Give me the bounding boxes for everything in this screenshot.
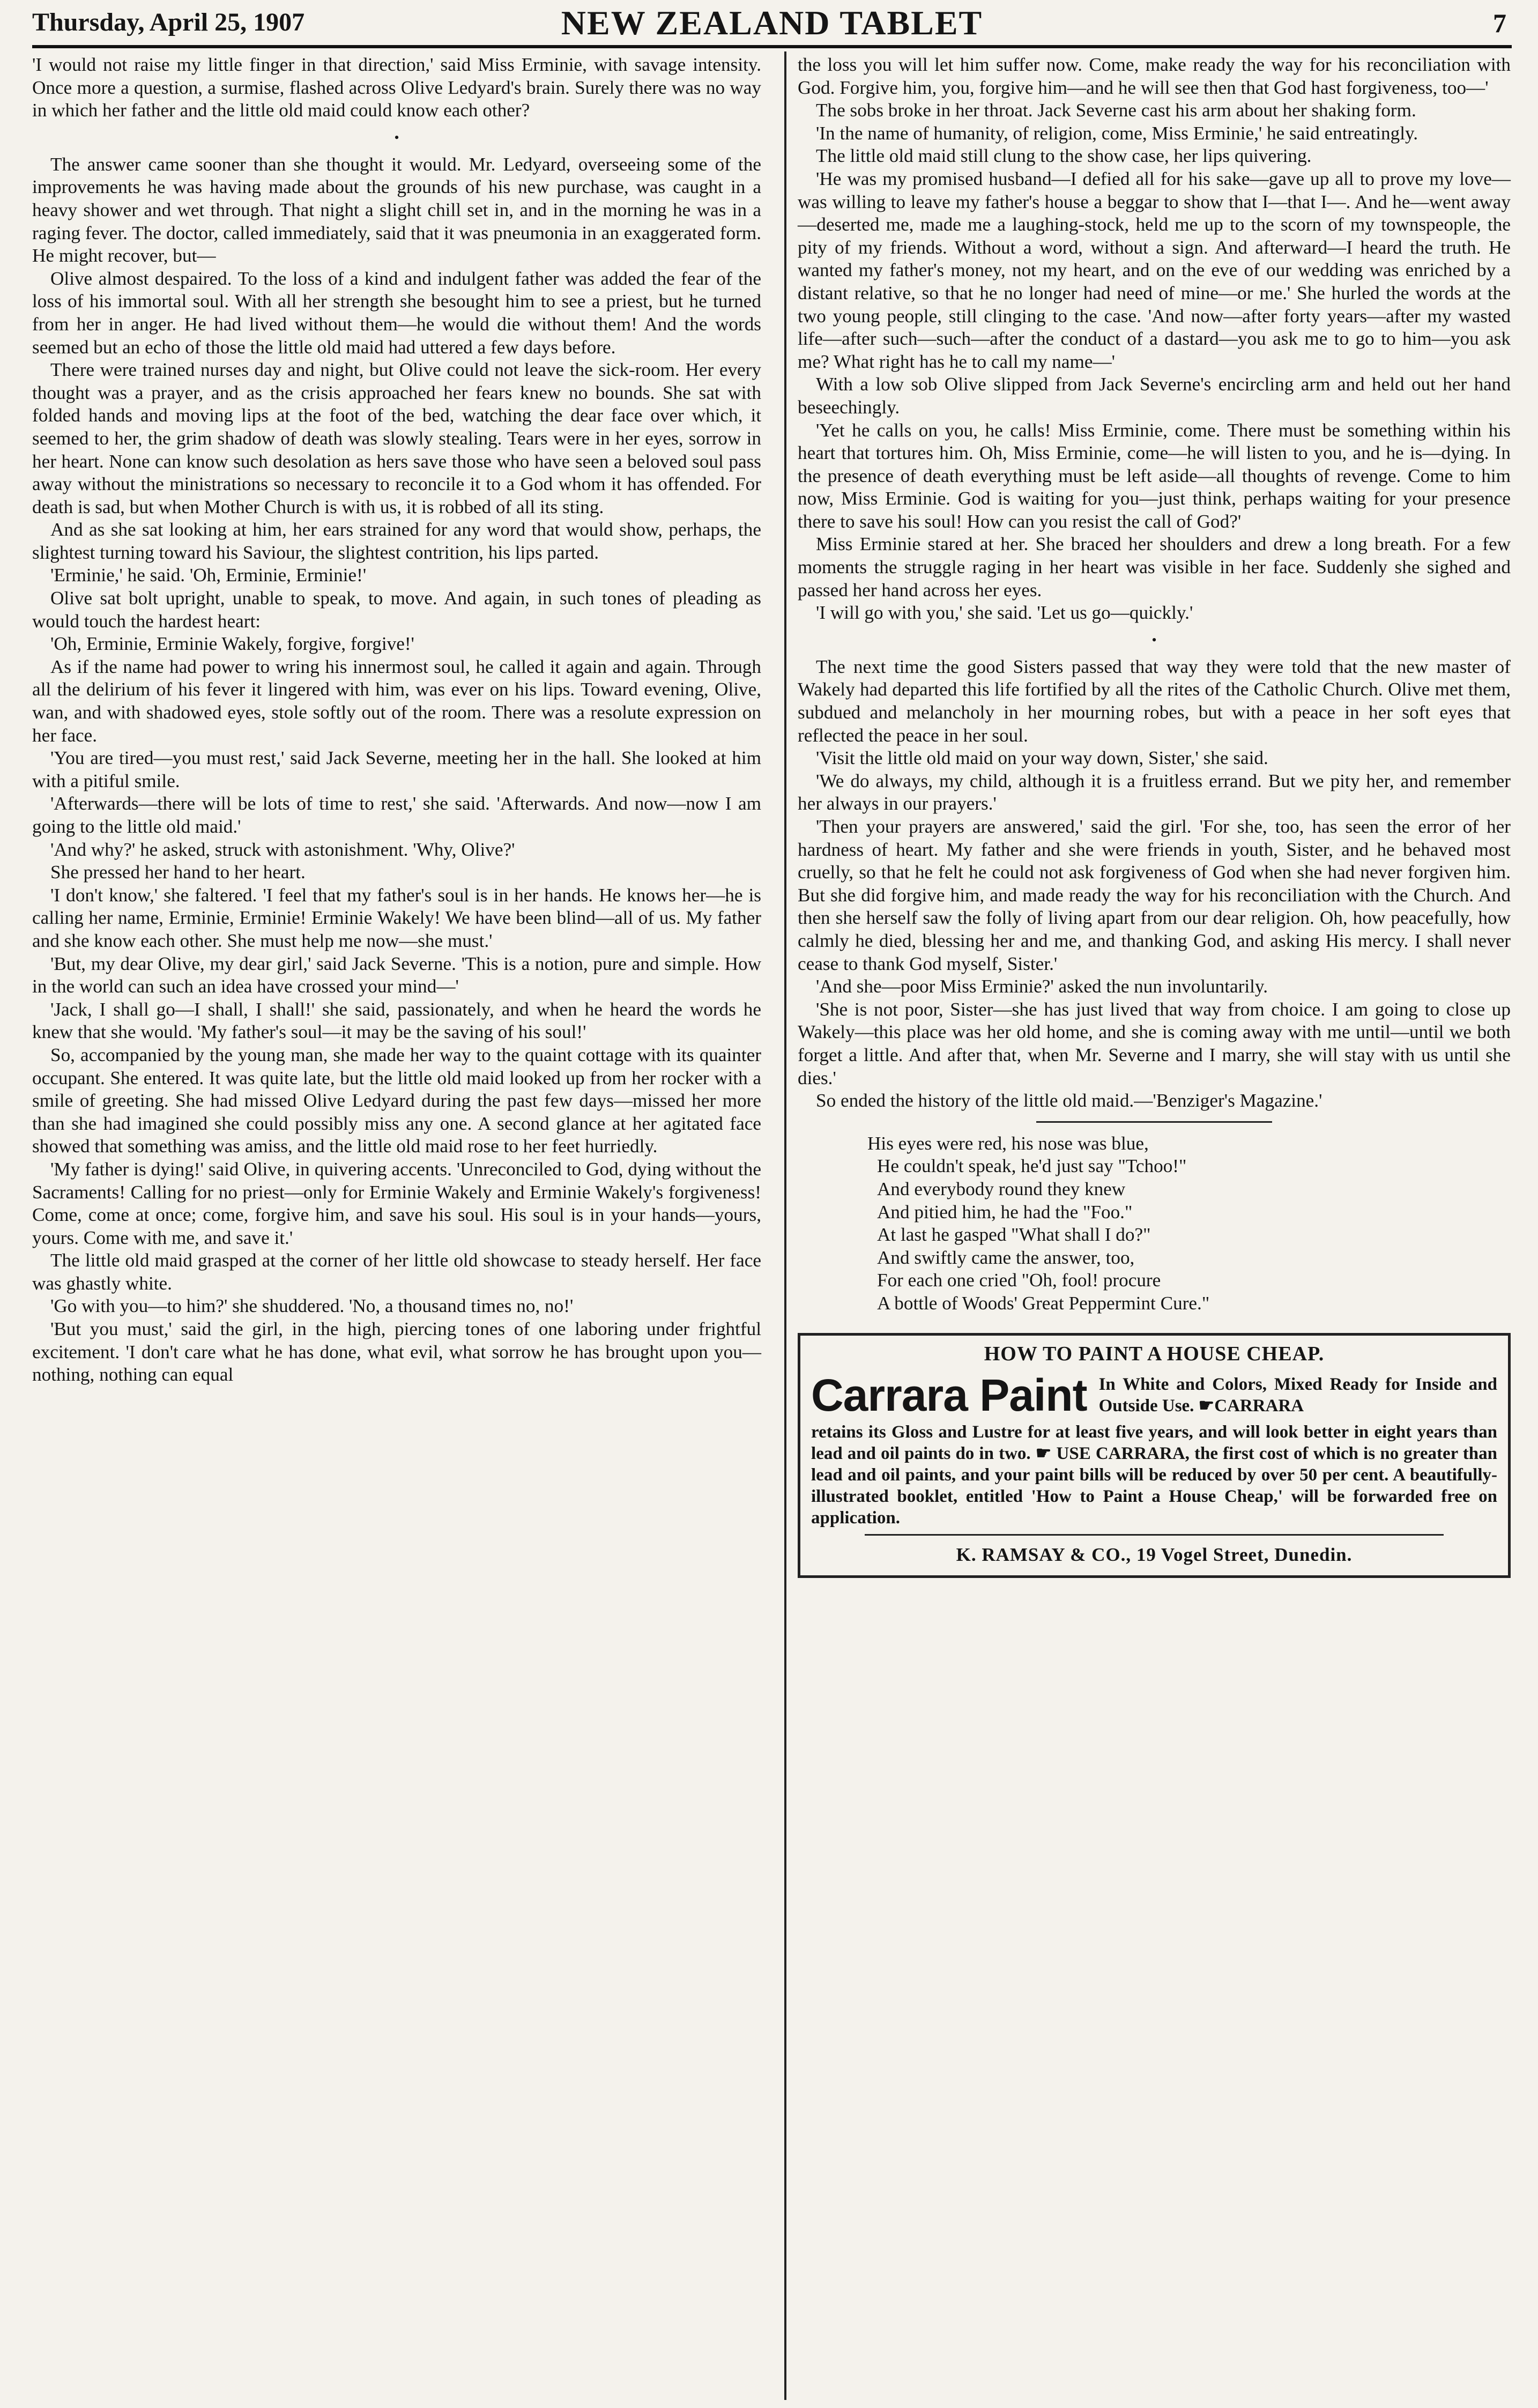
paragraph: The next time the good Sisters passed that way they were told that the new master of Wakely had departed this life fortified by all the rites of the Catholic Church. Olive met them, subdued and melancholy in her mourning robes, but with a peace in her soft eyes that reflected the peace in her soul. — [798, 656, 1511, 746]
advert-headline: HOW TO PAINT A HOUSE CHEAP. — [984, 1343, 1325, 1366]
advert-footer: K. RAMSAY & CO., 19 Vogel Street, Dunedin. — [956, 1544, 1353, 1566]
paragraph: There were trained nurses day and night, but Olive could not leave the sick-room. Her every thought was a prayer, and as the crisis approached her fears knew no bounds. She sat with folded hands and moving lips at the foot of the bed, watching the dear face over which, it seemed to her, the grim shadow of death was slowly stealing. Tears were in her eyes, sorrow in her heart. None can know such desolation as hers save those who have seen a beloved soul pass away without the ministrations so necessary to reconcile it to a God whom it has offended. For death is sad, but when Mother Church is with us, it is robbed of all its sting. — [32, 359, 761, 517]
carrara-paint-advert — [798, 1333, 1511, 1578]
paragraph: 'And why?' he asked, struck with astonishment. 'Why, Olive?' — [50, 839, 515, 860]
paragraph: the loss you will let him suffer now. Come, make ready the way for his reconciliation with God. Forgive him, you, forgive him—and he will see then that God hast forgiveness, too—' — [798, 54, 1511, 98]
paragraph: 'In the name of humanity, of religion, come, Miss Erminie,' he said entreatingly. — [816, 122, 1418, 144]
paragraph: 'I would not raise my little finger in that direction,' said Miss Erminie, with savage intensity. Once more a question, a surmise, flashed across Olive Ledyard's brain. Surely there was no way in which her father and the little old maid could know each other? — [32, 54, 761, 121]
paragraph: Miss Erminie stared at her. She braced her shoulders and drew a long breath. For a few moments the struggle raging in her heart was visible in her face. Suddenly she sighed and passed her hand across her eyes. — [798, 534, 1511, 601]
paragraph: 'Erminie,' he said. 'Oh, Erminie, Erminie!' — [50, 565, 367, 586]
issue-date: Thursday, April 25, 1907 — [32, 8, 305, 36]
section-separator: • — [1151, 632, 1157, 648]
paragraph: Olive almost despaired. To the loss of a kind and indulgent father was added the fear of the loss of his immortal soul. With all her strength she besought him to see a priest, but he turned from her in anger. He had lived without them—he would die without them! And the words seemed but an echo of those the little old maid had uttered a few days before. — [32, 268, 761, 358]
poem-line: And swiftly came the answer, too, — [877, 1247, 1135, 1268]
paragraph: With a low sob Olive slipped from Jack Severne's encircling arm and held out her hand beseechingly. — [798, 374, 1511, 418]
paragraph: 'Afterwards—there will be lots of time to rest,' she said. 'Afterwards. And now—now I am going to the little old maid.' — [32, 793, 761, 837]
paragraph: 'You are tired—you must rest,' said Jack Severne, meeting her in the hall. She looked at him with a pitiful smile. — [32, 747, 761, 791]
paragraph: 'She is not poor, Sister—she has just lived that way from choice. I am going to close up Wakely—this place was her old home, and she is coming away with me until—until we both forget a little. And after that, when Mr. Severne and I marry, she will stay with us until she dies.' — [798, 998, 1511, 1088]
paragraph: 'And she—poor Miss Erminie?' asked the nun involuntarily. — [816, 976, 1268, 997]
right-column — [798, 54, 1511, 1578]
poem-line: His eyes were red, his nose was blue, — [867, 1132, 1149, 1154]
poem-line: For each one cried "Oh, fool! procure — [877, 1270, 1161, 1291]
advert-brand-row — [811, 1371, 1497, 1419]
page-number: 7 — [1493, 8, 1506, 38]
paragraph: 'Go with you—to him?' she shuddered. 'No, a thousand times no, no!' — [50, 1295, 574, 1317]
paragraph: 'We do always, my child, although it is a fruitless errand. But we pity her, and remember her always in our prayers.' — [798, 770, 1511, 814]
paragraph: 'I don't know,' she faltered. 'I feel that my father's soul is in her hands. He knows her—he is calling her name, Erminie, Erminie! Erminie Wakely! We have been blind—all of us. My father and she know each other. She must help me now—she must.' — [32, 884, 761, 951]
poem-line: He couldn't speak, he'd just say "Tchoo!" — [877, 1155, 1187, 1177]
paragraph: 'But, my dear Olive, my dear girl,' said Jack Severne. 'This is a notion, pure and simple. How in the world can such an idea have crossed your mind—' — [32, 953, 761, 997]
paragraph: 'My father is dying!' said Olive, in quivering accents. 'Unreconciled to God, dying without the Sacraments! Calling for no priest—only for Erminie Wakely and Erminie Wakely's forgiveness! Come, come at once; come, forgive him, and save his soul. His soul is in your hands—yours, yours. Come with me, and save it.' — [32, 1158, 761, 1248]
advert-rule — [865, 1534, 1444, 1536]
poem-line: A bottle of Woods' Great Peppermint Cure." — [877, 1292, 1210, 1314]
newspaper-title: NEW ZEALAND TABLET — [561, 4, 983, 42]
paragraph: The little old maid grasped at the corner of her little old showcase to steady herself. Her face was ghastly white. — [32, 1250, 761, 1294]
advert-body: retains its Gloss and Lustre for at least five years, and will look better in eight years than lead and oil paints do in two. ☛ USE CARRARA, the first cost of which is no greater than lead and oil paints, and your paint bills will be reduced by over 50 per cent. A beautifully-illustrated booklet, entitled 'How to Paint a House Cheap,' will be forwarded free on application. — [811, 1422, 1497, 1528]
section-separator: • — [394, 129, 399, 145]
paragraph: The sobs broke in her throat. Jack Severne cast his arm about her shaking form. — [816, 100, 1416, 121]
paragraph: The answer came sooner than she thought it would. Mr. Ledyard, overseeing some of the improvements he was having made about the grounds of his new purchase, was caught in a heavy shower and wet through. That night a slight chill set in, and in the morning he was in a raging fever. The doctor, called immediately, said that it was pneumonia in an exaggerated form. He might recover, but— — [32, 153, 761, 266]
paragraph: Olive sat bolt upright, unable to speak, to move. And again, in such tones of pleading as would touch the hardest heart: — [32, 588, 761, 632]
advert-brand: Carrara Paint — [811, 1370, 1087, 1421]
paragraph: So ended the history of the little old maid.—'Benziger's Magazine.' — [816, 1090, 1322, 1112]
poem-line: And everybody round they knew — [877, 1178, 1126, 1199]
paragraph: 'He was my promised husband—I defied all for his sake—gave up all to prove my love—was willing to leave my father's house a beggar to show that I—that I—. And he—went away—deserted me, made me a laughing-stock, held me up to the scorn of my townspeople, the pity of my friends. Without a word, without a sign. And afterward—I heard the truth. He wanted my father's money, not my heart, and on the eve of our wedding was enriched by a distant relative, so that he no longer had need of mine—or me.' She hurled the words at the two young people, still clinging to the case. 'And now—after forty years—after my wasted life—after such—such—after the conduct of a dastard—you ask me to go to him—you ask me? What right has he to call my name—' — [798, 168, 1511, 372]
poem-advertisement — [798, 1132, 1511, 1315]
paragraph: 'But you must,' said the girl, in the high, piercing tones of one laboring under frightful excitement. 'I don't care what he has done, what evil, what sorrow he has brought upon you—nothing, nothing can equal — [32, 1318, 761, 1385]
paragraph: The little old maid still clung to the show case, her lips quivering. — [816, 145, 1312, 167]
paragraph: She pressed her hand to her heart. — [50, 862, 306, 883]
poem-line: And pitied him, he had the "Foo." — [877, 1201, 1133, 1222]
poem-line: At last he gasped "What shall I do?" — [877, 1224, 1151, 1246]
paragraph: 'I will go with you,' she said. 'Let us go—quickly.' — [816, 602, 1193, 624]
masthead — [32, 3, 1512, 48]
paragraph: And as she sat looking at him, her ears strained for any word that would show, perhaps, the slightest turning toward his Saviour, the slightest contrition, his lips parted. — [32, 519, 761, 563]
paragraph: 'Then your prayers are answered,' said the girl. 'For she, too, has seen the error of her hardness of heart. My father and she were friends in youth, Sister, and he behaved most cruelly, so that he felt he could not ask forgiveness of God when she had never forgiven him. But she did forgive him, and made ready the way for his reconciliation with the Church. And then she herself saw the folly of living apart from our dear religion. Oh, how peacefully, how calmly he died, blessing her and me, and thanking God, and asking His mercy. I shall never cease to thank God myself, Sister.' — [798, 816, 1511, 974]
advert-brand-text: In White and Colors, Mixed Ready for Inside and Outside Use. ☛CARRARA — [1098, 1375, 1497, 1416]
paragraph: 'Yet he calls on you, he calls! Miss Erminie, come. There must be something within his heart that tortures him. Oh, Miss Erminie, come—he will listen to you, and he is—dying. In the presence of death everything must be left aside—all thoughts of revenge. Come to him now, Miss Erminie. God is waiting for you—just think, perhaps waiting for your presence there to save his soul! How can you resist the call of God?' — [798, 419, 1511, 532]
left-column — [32, 54, 761, 1387]
paragraph: 'Jack, I shall go—I shall, I shall!' she said, passionately, and when he heard the words he knew that she would. 'My father's soul—it may be the saving of his soul!' — [32, 998, 761, 1043]
paragraph: 'Oh, Erminie, Erminie Wakely, forgive, forgive!' — [50, 633, 414, 655]
section-rule — [1036, 1121, 1272, 1123]
paragraph: As if the name had power to wring his innermost soul, he called it again and again. Through all the delirium of his fever it lingered with him, was ever on his lips. Toward evening, Olive, wan, and with shadowed eyes, stole softly out of the room. There was a resolute expression on her face. — [32, 656, 761, 746]
column-divider — [784, 51, 786, 2400]
paragraph: So, accompanied by the young man, she made her way to the quaint cottage with its quainter occupant. She entered. It was quite late, but the little old maid looked up from her rocker with a smile of greeting. She had missed Olive Ledyard during the past few days—missed her more than she had imagined she could possibly miss any one. A second glance at her agitated face showed that something was amiss, and the little old maid rose to her feet hurriedly. — [32, 1044, 761, 1157]
paragraph: 'Visit the little old maid on your way down, Sister,' she said. — [816, 747, 1268, 769]
